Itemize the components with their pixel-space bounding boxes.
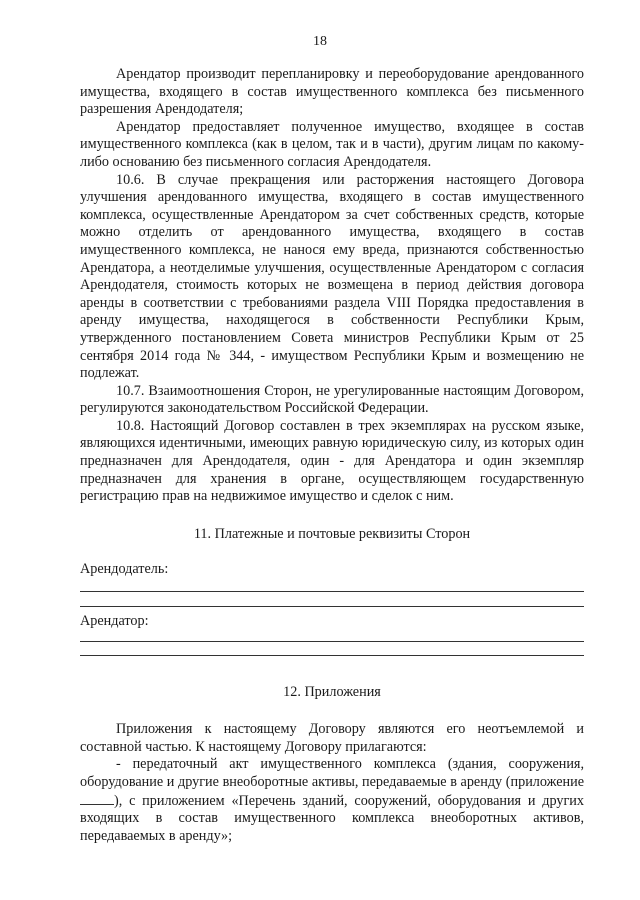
paragraph-10-6: 10.6. В случае прекращения или расторжения настоящего Договора улучшения арендованного имущества, входящего в состав имущественного комплекса, осуществленные Арендатором за счет собственных средств, которые можно отделить от арендованного имущества, входящего в состав имущественного комплекса, не нанося ему вреда, признаются собственностью Арендатора, а неотделимые улучшения, осуществленные Арендатором с согласия Арендодателя, стоимость которых не возмещена в период действия договора аренды в соответствии с требованиями раздела VIII Порядка предоставления в аренду имущества, находящегося в собственности Республики Крым, утвержденного постановлением Совета министров Республики Крым от 25 сентября 2014 года № 344, - имуществом Республики Крым и возмещению не подлежат. bbox=[80, 171, 584, 382]
page-number: 18 bbox=[313, 34, 327, 49]
paragraph-10-7: 10.7. Взаимоотношения Сторон, не урегулированные настоящим Договором, регулируются законодательством Российской Федерации. bbox=[80, 382, 584, 417]
appendix-number-blank bbox=[80, 792, 114, 805]
appendices-intro: Приложения к настоящему Договору являются его неотъемлемой и составной частью. К настоящему Договору прилагаются: bbox=[80, 721, 584, 755]
tenant-label: Арендатор: bbox=[80, 613, 149, 630]
landlord-line-2 bbox=[80, 606, 584, 607]
paragraph-10-8: 10.8. Настоящий Договор составлен в трех экземплярах на русском языке, являющихся идентичными, имеющих равную юридическую силу, из которых один предназначен для Арендодателя, один - для Арендатора и один экземпляр предназначен для хранения в органе, осуществляющем государственную регистрацию прав на недвижимое имущество и сделок с ним. bbox=[80, 417, 584, 505]
section-12-heading: 12. Приложения bbox=[283, 683, 381, 700]
section-11-heading: 11. Платежные и почтовые реквизиты Сторон bbox=[193, 525, 471, 542]
document-body bbox=[80, 66, 584, 845]
tenant-line-1 bbox=[80, 641, 584, 642]
paragraph-sublease: Арендатор предоставляет полученное имущество, входящее в состав имущественного комплекса (как в целом, так и в части), другим лицам по какому-либо основанию без письменного согласия Арендодателя. bbox=[80, 118, 584, 170]
landlord-line-1 bbox=[80, 591, 584, 592]
paragraph-redevelopment: Арендатор производит перепланировку и переоборудование арендованного имущества, входящего в состав имущественного комплекса без письменного разрешения Арендодателя; bbox=[80, 66, 584, 118]
landlord-label: Арендодатель: bbox=[80, 561, 169, 578]
appendix-item-text-end: ), с приложением «Перечень зданий, сооружений, оборудования и других входящих в состав имущественного комплекса внеоборотных активов, передаваемых в аренду»; bbox=[80, 792, 584, 844]
appendix-item-transfer-act bbox=[80, 756, 584, 845]
appendix-item-text-start: - передаточный акт имущественного комплекса (здания, сооружения, оборудование и другие внеоборотные активы, передаваемые в аренду (приложение bbox=[80, 756, 584, 790]
tenant-line-2 bbox=[80, 655, 584, 656]
